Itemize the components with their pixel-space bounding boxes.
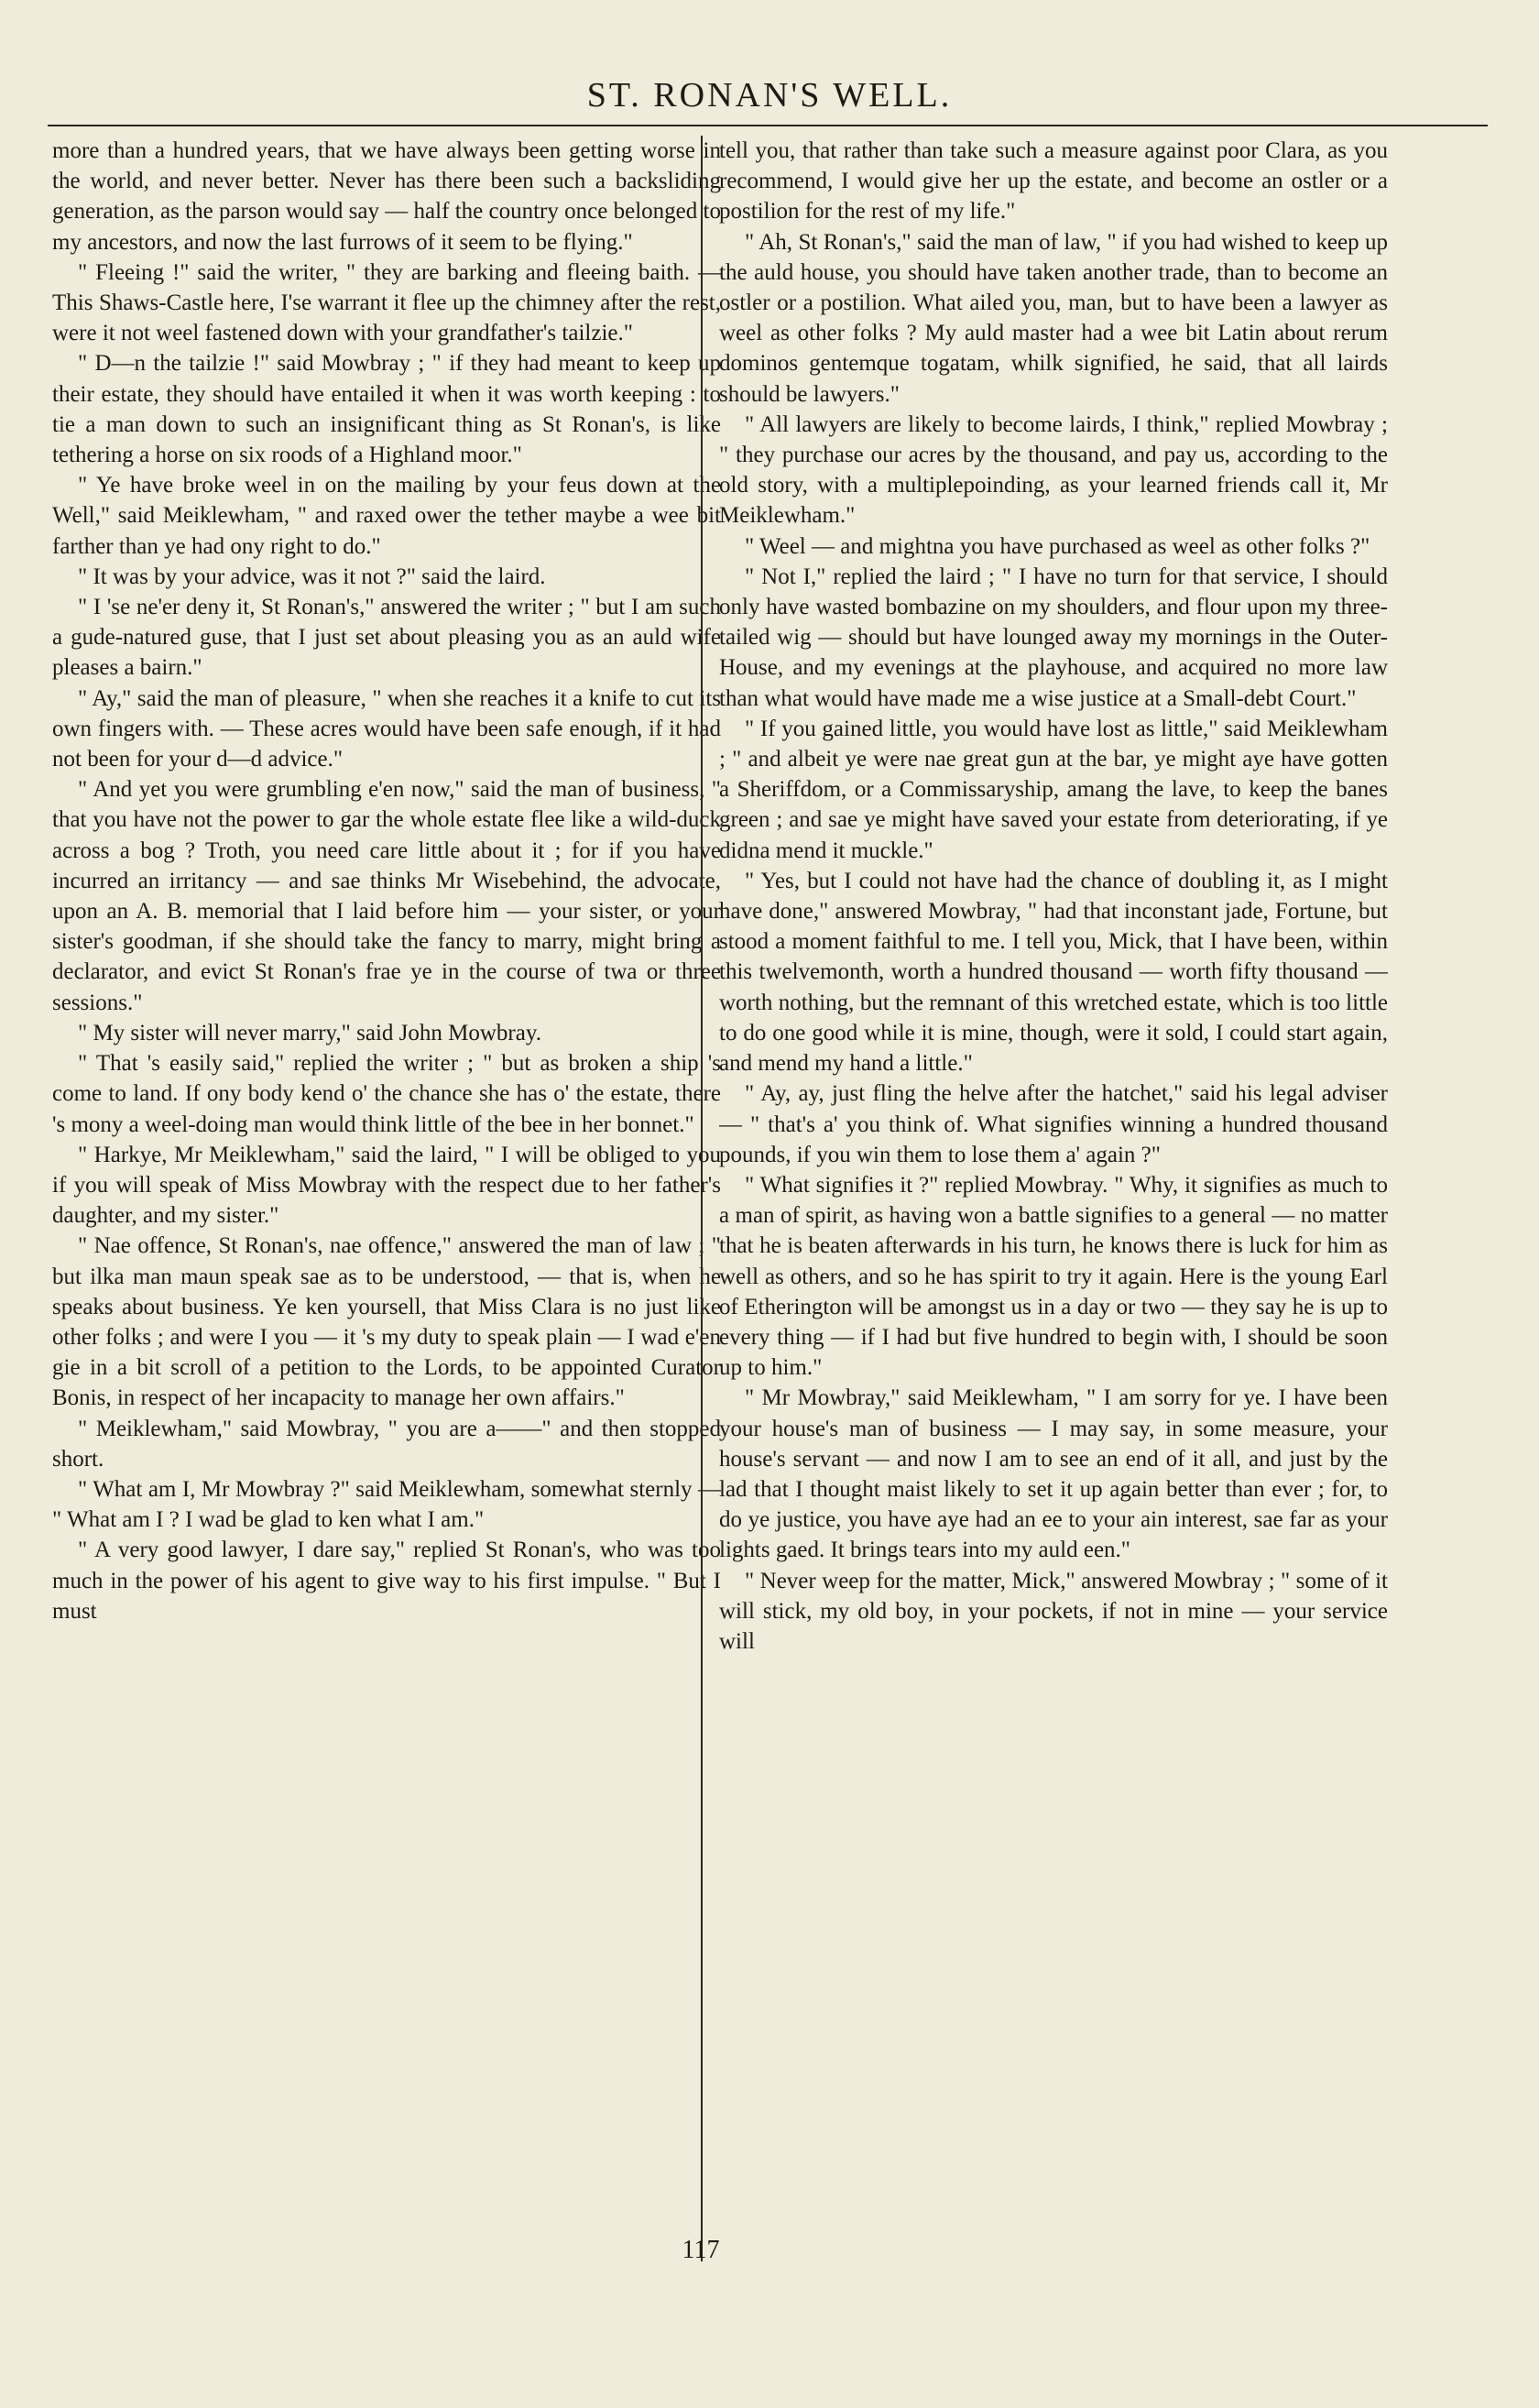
- paragraph: tell you, that rather than take such a measure against poor Clara, as you recommend, I would give her up the estate, and become an ostler or a postilion for the rest of my life.": [719, 138, 1388, 224]
- paragraph: " I 'se ne'er deny it, St Ronan's," answered the writer ; " but I am such a gude-natured guse, that I just set about pleasing you as an auld wife pleases a bairn.": [52, 595, 721, 681]
- paragraph: " Yes, but I could not have had the chance of doubling it, as I might have done," answered Mowbray, " had that inconstant jade, Fortune, but stood a moment faithful to me. I tell you, Mick, that I have been, within this twelvemonth, worth a hundred thousand — worth fifty thousand — worth nothing, but the remnant of this wretched estate, which is too little to do one good while it is mine, though, were it sold, I could start again, and mend my hand a little.": [719, 868, 1388, 1077]
- paragraph: " Not I," replied the laird ; " I have no turn for that service, I should only have wasted bombazine on my shoulders, and flour upon my three-tailed wig — should but have lounged away my mornings in the Outer-House, and my evenings at the playhouse, and acquired no more law than what would have made me a wise justice at a Small-debt Court.": [719, 564, 1388, 711]
- paragraph: " Meiklewham," said Mowbray, " you are a——" and then stopped short.: [52, 1416, 721, 1472]
- paragraph: " What signifies it ?" replied Mowbray. " Why, it signifies as much to a man of spirit, as having won a battle signifies to a general — no matter that he is beaten afterwards in his turn, he knows there is luck for him as well as others, and so he has spirit to try it again. Here is the young Earl of Etherington will be amongst us in a day or two — they say he is up to every thing — if I had but five hundred to begin with, I should be soon up to him.": [719, 1172, 1388, 1381]
- paragraph: " Nae offence, St Ronan's, nae offence," answered the man of law ; " but ilka man maun speak sae as to be understood, — that is, when he speaks about business. Ye ken yoursell, that Miss Clara is no just like other folks ; and were I you — it 's my duty to speak plain — I wad e'en gie in a bit scroll of a petition to the Lords, to be appointed Curator Bonis, in respect of her incapacity to manage her own affairs.": [52, 1233, 721, 1411]
- paragraph: " Ye have broke weel in on the mailing by your feus down at the Well," said Meiklewham, " and raxed ower the tether maybe a wee bit farther than ye had ony right to do.": [52, 473, 721, 559]
- paragraph: " Never weep for the matter, Mick," answered Mowbray ; " some of it will stick, my old boy, in your pockets, if not in mine — your service will: [719, 1568, 1388, 1654]
- paragraph: " D—n the tailzie !" said Mowbray ; " if they had meant to keep up their estate, they should have entailed it when it was worth keeping : to tie a man down to such an insignificant thing as St Ronan's, is like tethering a horse on six roods of a Highland moor.": [52, 351, 721, 468]
- header-rule: [48, 125, 1488, 126]
- paragraph: " Weel — and mightna you have purchased as weel as other folks ?": [745, 533, 1370, 559]
- paragraph: " Ah, St Ronan's," said the man of law, " if you had wished to keep up the auld house, you should have taken another trade, than to become an ostler or a postilion. What ailed you, man, but to have been a lawyer as weel as other folks ? My auld master had a wee bit Latin about rerum dominos gentemque togatam, whilk signified, he said, that all lairds should be lawyers.": [719, 229, 1388, 407]
- paragraph: " If you gained little, you would have lost as little," said Meiklewham ; " and albeit ye were nae great gun at the bar, ye might aye have gotten a Sheriffdom, or a Commissaryship, amang the lave, to keep the banes green ; and sae ye might have saved your estate from deteriorating, if ye didna mend it muckle.": [719, 716, 1388, 863]
- page-title: ST. RONAN'S WELL.: [586, 76, 953, 115]
- paragraph: " Ay," said the man of pleasure, " when she reaches it a knife to cut its own fingers with. — These acres would have been safe enough, if it had not been for your d—d advice.": [52, 685, 721, 772]
- paragraph: " A very good lawyer, I dare say," replied St Ronan's, who was too much in the power of his agent to give way to his first impulse. " But I must: [52, 1538, 721, 1624]
- paragraph: more than a hundred years, that we have always been getting worse in the world, and never better. Never has there been such a backsliding generation, as the parson would say — half the country once belonged to my ancestors, and now the last furrows of it seem to be flying.": [52, 138, 721, 255]
- paragraph: " What am I, Mr Mowbray ?" said Meiklewham, somewhat sternly — " What am I ? I wad be glad to ken what I am.": [52, 1476, 721, 1533]
- paragraph: " And yet you were grumbling e'en now," said the man of business, " that you have not the power to gar the whole estate flee like a wild-duck across a bog ? Troth, you need care little about it ; for if you have incurred an irritancy — and sae thinks Mr Wisebehind, the advocate, upon an A. B. memorial that I laid before him — your sister, or your sister's goodman, if she should take the fancy to marry, might bring a declarator, and evict St Ronan's frae ye in the course of twa or three sessions.": [52, 777, 721, 1015]
- paragraph: " Mr Mowbray," said Meiklewham, " I am sorry for ye. I have been your house's man of business — I may say, in some measure, your house's servant — and now I am to see an end of it all, and just by the lad that I thought maist likely to set it up again better than ever ; for, to do ye justice, you have aye had an ee to your ain interest, sae far as your lights gaed. It brings tears into my auld een.": [719, 1385, 1388, 1563]
- left-column: [52, 136, 721, 2234]
- paragraph: " All lawyers are likely to become lairds, I think," replied Mowbray ; " they purchase our acres by the thousand, and pay us, according to the old story, with a multiplepoinding, as your learned friends call it, Mr Meiklewham.": [719, 411, 1388, 529]
- paragraph: " Ay, ay, just fling the helve after the hatchet," said his legal adviser — " that's a' you think of. What signifies winning a hundred thousand pounds, if you win them to lose them a' again ?": [719, 1081, 1388, 1167]
- paragraph: " Harkye, Mr Meiklewham," said the laird, " I will be obliged to you if you will speak of Miss Mowbray with the respect due to her father's daughter, and my sister.": [52, 1142, 721, 1229]
- paragraph: " That 's easily said," replied the writer ; " but as broken a ship 's come to land. If ony body kend o' the chance she has o' the estate, there 's mony a weel-doing man would think little of the bee in her bonnet.": [52, 1051, 721, 1137]
- paragraph: " My sister will never marry," said John Mowbray.: [78, 1020, 541, 1045]
- paragraph: " Fleeing !" said the writer, " they are barking and fleeing baith. — This Shaws-Castle here, I'se warrant it flee up the chimney after the rest, were it not weel fastened down with your grandfather's tailzie.": [52, 259, 721, 346]
- column-divider: [701, 136, 703, 2261]
- page-number: 117: [682, 2236, 720, 2264]
- paragraph: " It was by your advice, was it not ?" said the laird.: [78, 564, 546, 589]
- right-column: [719, 136, 1388, 2234]
